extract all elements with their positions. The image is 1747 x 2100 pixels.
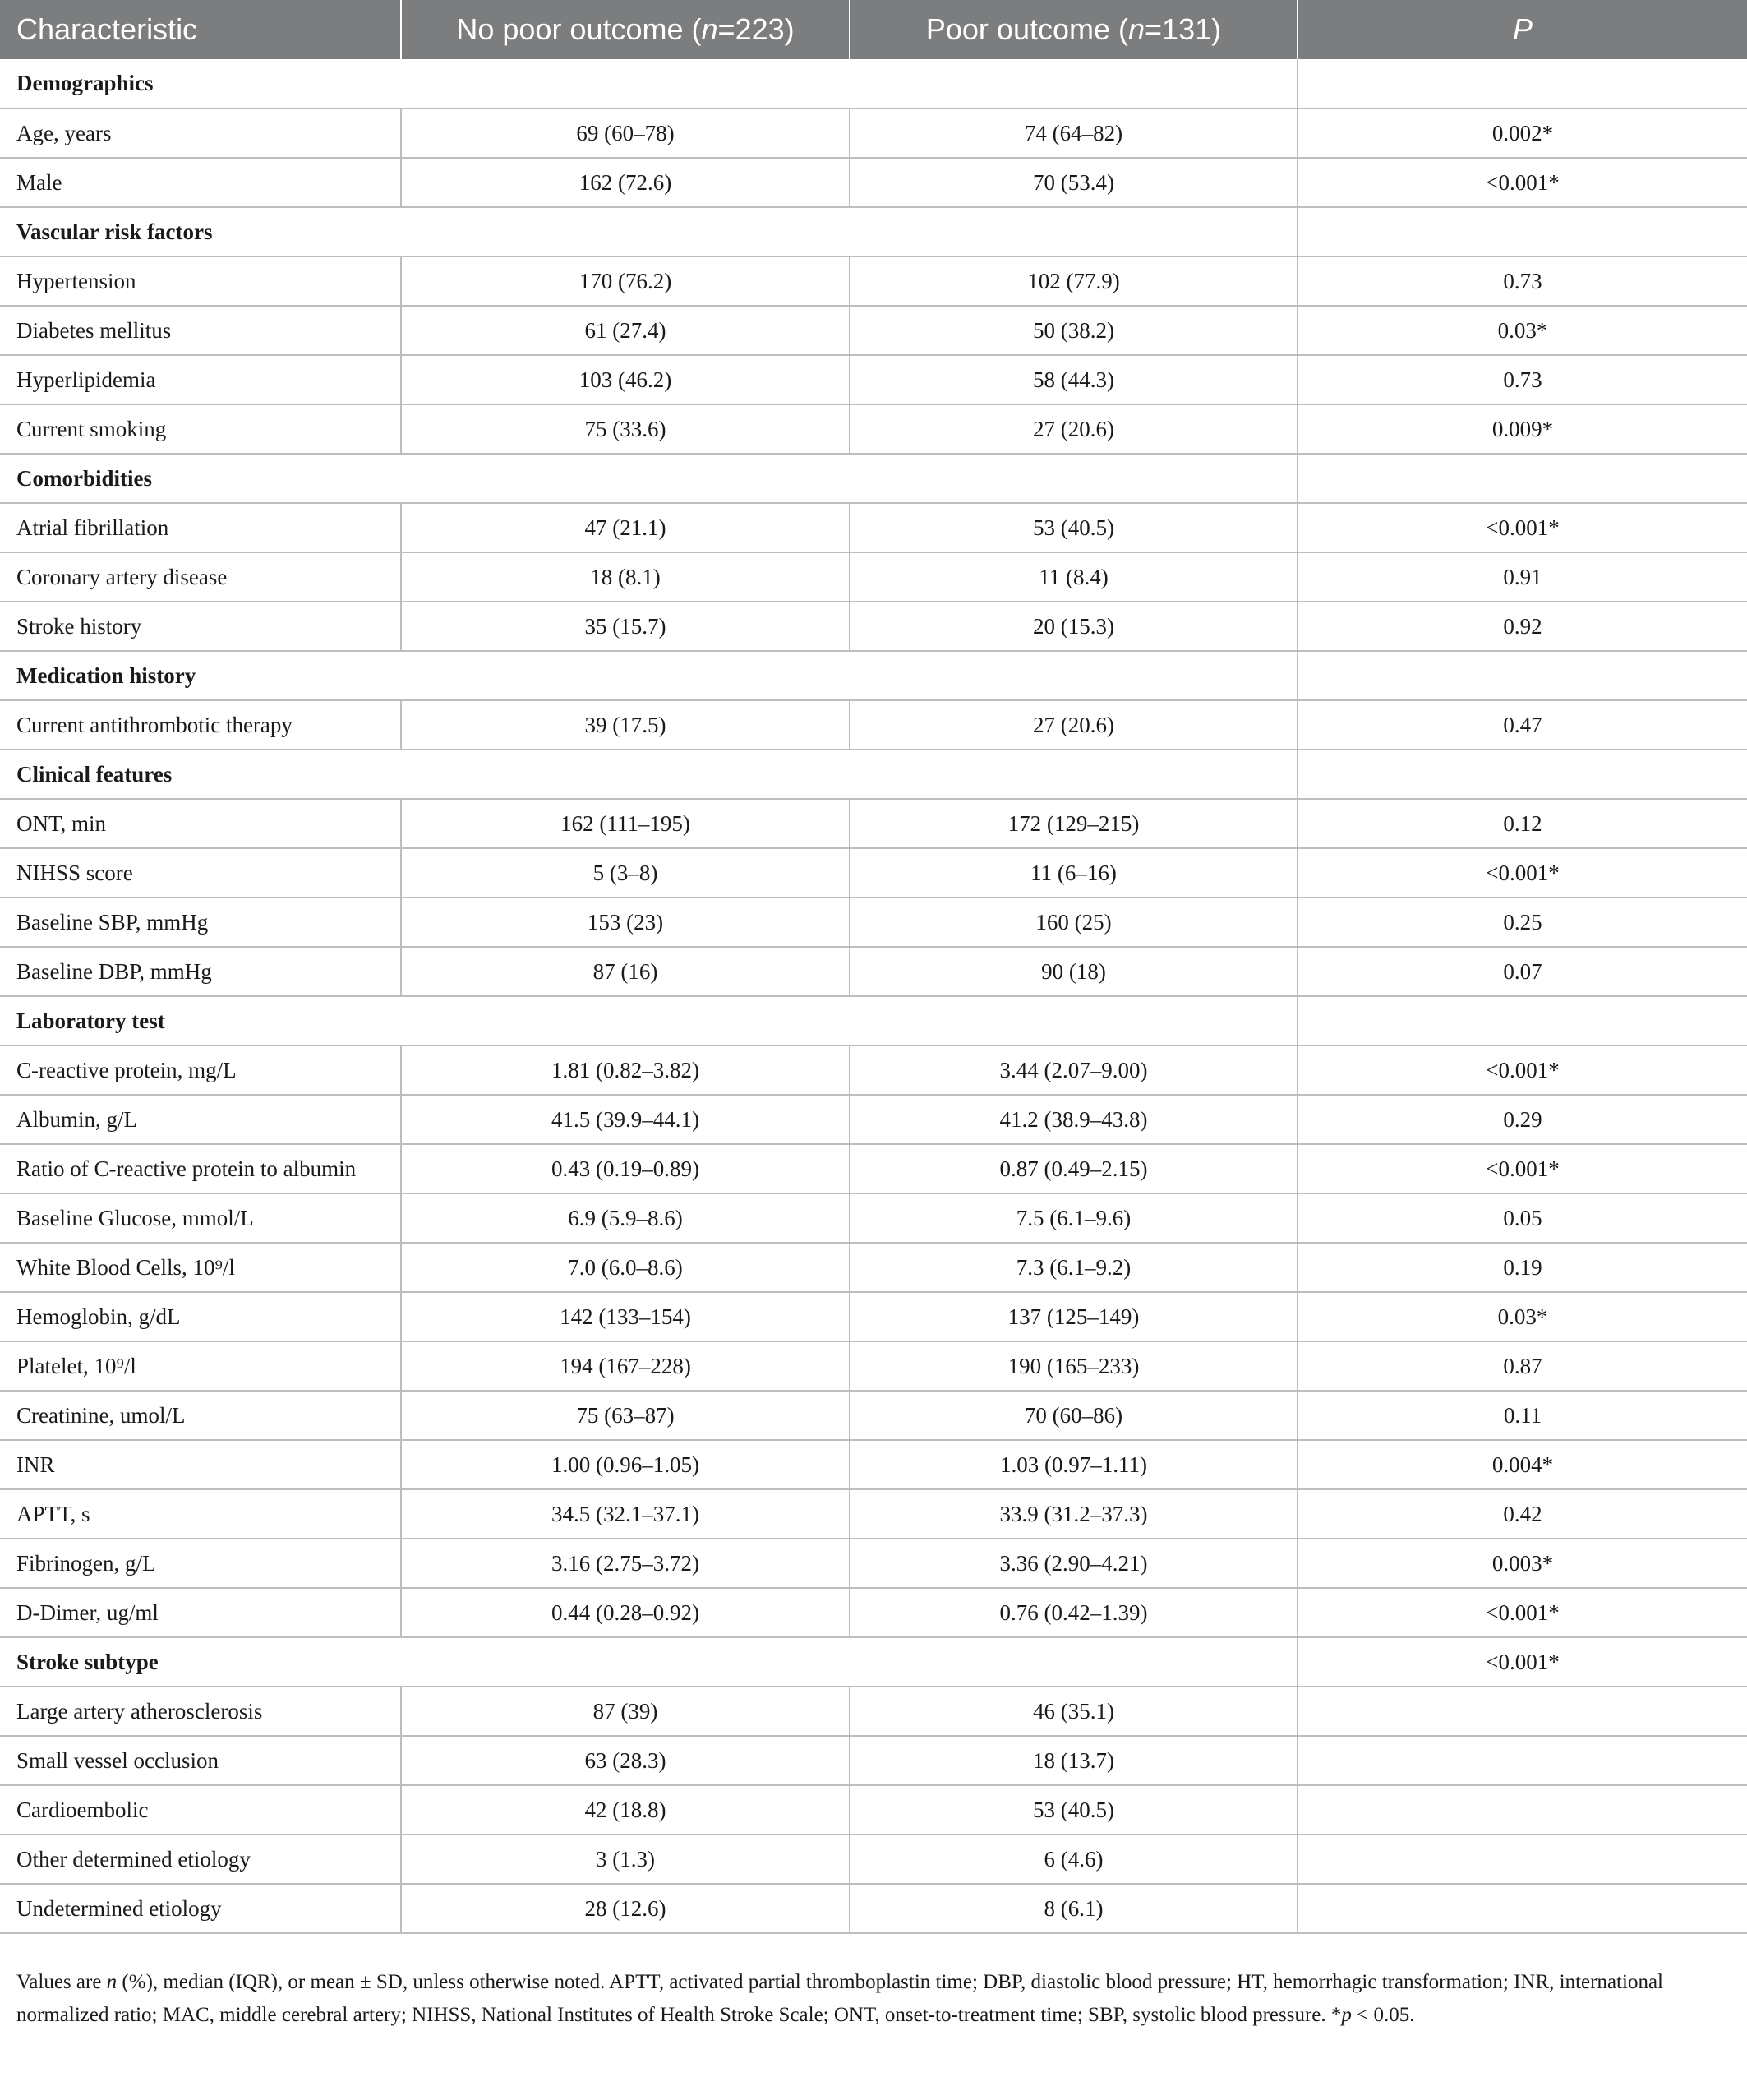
poor-outcome-value: 7.5 (6.1–9.6)	[850, 1193, 1298, 1243]
table-row	[0, 355, 1747, 404]
section-row	[0, 996, 1747, 1045]
table-row	[0, 503, 1747, 552]
section-title: Clinical features	[0, 750, 1298, 799]
poor-outcome-value: 27 (20.6)	[850, 700, 1298, 750]
row-label: Hypertension	[0, 256, 401, 306]
p-value: 0.003*	[1298, 1539, 1747, 1588]
no-poor-outcome-value: 69 (60–78)	[401, 108, 850, 158]
row-label: Other determined etiology	[0, 1835, 401, 1884]
poor-outcome-value: 7.3 (6.1–9.2)	[850, 1243, 1298, 1292]
section-row	[0, 454, 1747, 503]
poor-outcome-value: 27 (20.6)	[850, 404, 1298, 454]
table-row	[0, 1391, 1747, 1440]
p-value: 0.87	[1298, 1341, 1747, 1391]
row-label: Current smoking	[0, 404, 401, 454]
table-row	[0, 256, 1747, 306]
table-row	[0, 1292, 1747, 1341]
no-poor-outcome-value: 75 (33.6)	[401, 404, 850, 454]
poor-outcome-value: 3.36 (2.90–4.21)	[850, 1539, 1298, 1588]
poor-outcome-value: 11 (8.4)	[850, 552, 1298, 602]
section-p-value	[1298, 59, 1747, 108]
poor-outcome-value: 3.44 (2.07–9.00)	[850, 1045, 1298, 1095]
header-characteristic: Characteristic	[0, 0, 401, 59]
row-label: Albumin, g/L	[0, 1095, 401, 1144]
no-poor-outcome-value: 3 (1.3)	[401, 1835, 850, 1884]
section-p-value	[1298, 207, 1747, 256]
no-poor-outcome-value: 41.5 (39.9–44.1)	[401, 1095, 850, 1144]
poor-outcome-value: 0.87 (0.49–2.15)	[850, 1144, 1298, 1193]
row-label: NIHSS score	[0, 848, 401, 898]
section-title: Comorbidities	[0, 454, 1298, 503]
p-value: 0.91	[1298, 552, 1747, 602]
table-row	[0, 1243, 1747, 1292]
row-label: APTT, s	[0, 1489, 401, 1539]
p-value: 0.03*	[1298, 1292, 1747, 1341]
table-row	[0, 158, 1747, 207]
table-row	[0, 602, 1747, 651]
no-poor-outcome-value: 34.5 (32.1–37.1)	[401, 1489, 850, 1539]
poor-outcome-value: 20 (15.3)	[850, 602, 1298, 651]
p-value: <0.001*	[1298, 1588, 1747, 1637]
no-poor-outcome-value: 87 (16)	[401, 947, 850, 996]
no-poor-outcome-value: 1.81 (0.82–3.82)	[401, 1045, 850, 1095]
table-row	[0, 700, 1747, 750]
poor-outcome-value: 8 (6.1)	[850, 1884, 1298, 1933]
row-label: Baseline DBP, mmHg	[0, 947, 401, 996]
no-poor-outcome-value: 61 (27.4)	[401, 306, 850, 355]
no-poor-outcome-value: 39 (17.5)	[401, 700, 850, 750]
p-value: 0.92	[1298, 602, 1747, 651]
poor-outcome-value: 18 (13.7)	[850, 1736, 1298, 1785]
row-label: Age, years	[0, 108, 401, 158]
row-label: Fibrinogen, g/L	[0, 1539, 401, 1588]
poor-outcome-value: 90 (18)	[850, 947, 1298, 996]
table-row	[0, 898, 1747, 947]
poor-outcome-value: 33.9 (31.2–37.3)	[850, 1489, 1298, 1539]
p-value: 0.47	[1298, 700, 1747, 750]
p-value	[1298, 1736, 1747, 1785]
no-poor-outcome-value: 47 (21.1)	[401, 503, 850, 552]
section-row	[0, 651, 1747, 700]
p-value: 0.009*	[1298, 404, 1747, 454]
header-no-poor-outcome: No poor outcome (n=223)	[401, 0, 850, 59]
table-row	[0, 1785, 1747, 1835]
table-row	[0, 799, 1747, 848]
no-poor-outcome-value: 1.00 (0.96–1.05)	[401, 1440, 850, 1489]
no-poor-outcome-value: 42 (18.8)	[401, 1785, 850, 1835]
no-poor-outcome-value: 162 (72.6)	[401, 158, 850, 207]
table-footnote: Values are n (%), median (IQR), or mean ± SD, unless otherwise noted. APTT, activated partial thromboplastin time; DBP, diastolic blood pressure; HT, hemorrhagic transformation; INR, international normalized ratio; MAC, middle cerebral artery; NIHSS, National Institutes of Health Stroke Scale; ONT, onset-to-treatment time; SBP, systolic blood pressure. *p < 0.05.	[16, 1971, 1663, 2026]
poor-outcome-value: 1.03 (0.97–1.11)	[850, 1440, 1298, 1489]
table-row	[0, 552, 1747, 602]
row-label: D-Dimer, ug/ml	[0, 1588, 401, 1637]
p-value: <0.001*	[1298, 1045, 1747, 1095]
poor-outcome-value: 172 (129–215)	[850, 799, 1298, 848]
poor-outcome-value: 137 (125–149)	[850, 1292, 1298, 1341]
row-label: INR	[0, 1440, 401, 1489]
poor-outcome-value: 70 (53.4)	[850, 158, 1298, 207]
no-poor-outcome-value: 28 (12.6)	[401, 1884, 850, 1933]
row-label: Large artery atherosclerosis	[0, 1687, 401, 1736]
row-label: Hemoglobin, g/dL	[0, 1292, 401, 1341]
p-value: 0.25	[1298, 898, 1747, 947]
no-poor-outcome-value: 5 (3–8)	[401, 848, 850, 898]
table-row	[0, 1884, 1747, 1933]
p-value: 0.03*	[1298, 306, 1747, 355]
section-row	[0, 1637, 1747, 1687]
no-poor-outcome-value: 170 (76.2)	[401, 256, 850, 306]
p-value	[1298, 1687, 1747, 1736]
row-label: Cardioembolic	[0, 1785, 401, 1835]
p-value: 0.002*	[1298, 108, 1747, 158]
p-value: 0.11	[1298, 1391, 1747, 1440]
no-poor-outcome-value: 87 (39)	[401, 1687, 850, 1736]
p-value	[1298, 1884, 1747, 1933]
row-label: Ratio of C-reactive protein to albumin	[0, 1144, 401, 1193]
row-label: Baseline SBP, mmHg	[0, 898, 401, 947]
section-row	[0, 59, 1747, 108]
no-poor-outcome-value: 18 (8.1)	[401, 552, 850, 602]
row-label: Coronary artery disease	[0, 552, 401, 602]
p-value: 0.19	[1298, 1243, 1747, 1292]
p-value: 0.004*	[1298, 1440, 1747, 1489]
row-label: Male	[0, 158, 401, 207]
no-poor-outcome-value: 0.44 (0.28–0.92)	[401, 1588, 850, 1637]
row-label: Undetermined etiology	[0, 1884, 401, 1933]
table-row	[0, 1440, 1747, 1489]
table-row	[0, 1588, 1747, 1637]
section-title: Laboratory test	[0, 996, 1298, 1045]
table-row	[0, 1489, 1747, 1539]
no-poor-outcome-value: 63 (28.3)	[401, 1736, 850, 1785]
p-value: <0.001*	[1298, 848, 1747, 898]
row-label: Platelet, 10⁹/l	[0, 1341, 401, 1391]
poor-outcome-value: 53 (40.5)	[850, 503, 1298, 552]
no-poor-outcome-value: 0.43 (0.19–0.89)	[401, 1144, 850, 1193]
no-poor-outcome-value: 142 (133–154)	[401, 1292, 850, 1341]
table-row	[0, 108, 1747, 158]
table-row	[0, 1341, 1747, 1391]
poor-outcome-value: 102 (77.9)	[850, 256, 1298, 306]
p-value: <0.001*	[1298, 503, 1747, 552]
section-title: Demographics	[0, 59, 1298, 108]
p-value: 0.73	[1298, 355, 1747, 404]
poor-outcome-value: 190 (165–233)	[850, 1341, 1298, 1391]
section-p-value: <0.001*	[1298, 1637, 1747, 1687]
p-value: 0.29	[1298, 1095, 1747, 1144]
row-label: Diabetes mellitus	[0, 306, 401, 355]
no-poor-outcome-value: 3.16 (2.75–3.72)	[401, 1539, 850, 1588]
section-p-value	[1298, 651, 1747, 700]
section-title: Vascular risk factors	[0, 207, 1298, 256]
poor-outcome-value: 58 (44.3)	[850, 355, 1298, 404]
section-p-value	[1298, 750, 1747, 799]
header-p-value: P	[1298, 0, 1747, 59]
table-header-row	[0, 0, 1747, 59]
poor-outcome-value: 70 (60–86)	[850, 1391, 1298, 1440]
table-row	[0, 404, 1747, 454]
p-value: 0.07	[1298, 947, 1747, 996]
section-row	[0, 207, 1747, 256]
poor-outcome-value: 50 (38.2)	[850, 306, 1298, 355]
table-row	[0, 1835, 1747, 1884]
section-title: Stroke subtype	[0, 1637, 1298, 1687]
table-row	[0, 1539, 1747, 1588]
section-p-value	[1298, 996, 1747, 1045]
poor-outcome-value: 74 (64–82)	[850, 108, 1298, 158]
row-label: Stroke history	[0, 602, 401, 651]
row-label: White Blood Cells, 10⁹/l	[0, 1243, 401, 1292]
table-row	[0, 1045, 1747, 1095]
p-value: 0.05	[1298, 1193, 1747, 1243]
header-poor-outcome: Poor outcome (n=131)	[850, 0, 1298, 59]
row-label: ONT, min	[0, 799, 401, 848]
p-value: 0.42	[1298, 1489, 1747, 1539]
no-poor-outcome-value: 75 (63–87)	[401, 1391, 850, 1440]
p-value	[1298, 1835, 1747, 1884]
row-label: Creatinine, umol/L	[0, 1391, 401, 1440]
no-poor-outcome-value: 153 (23)	[401, 898, 850, 947]
p-value: <0.001*	[1298, 1144, 1747, 1193]
no-poor-outcome-value: 194 (167–228)	[401, 1341, 850, 1391]
row-label: Hyperlipidemia	[0, 355, 401, 404]
no-poor-outcome-value: 103 (46.2)	[401, 355, 850, 404]
p-value: 0.73	[1298, 256, 1747, 306]
table-row	[0, 848, 1747, 898]
row-label: Current antithrombotic therapy	[0, 700, 401, 750]
no-poor-outcome-value: 6.9 (5.9–8.6)	[401, 1193, 850, 1243]
p-value: 0.12	[1298, 799, 1747, 848]
row-label: C-reactive protein, mg/L	[0, 1045, 401, 1095]
section-p-value	[1298, 454, 1747, 503]
no-poor-outcome-value: 35 (15.7)	[401, 602, 850, 651]
p-value: <0.001*	[1298, 158, 1747, 207]
no-poor-outcome-value: 7.0 (6.0–8.6)	[401, 1243, 850, 1292]
poor-outcome-value: 41.2 (38.9–43.8)	[850, 1095, 1298, 1144]
section-title: Medication history	[0, 651, 1298, 700]
row-label: Atrial fibrillation	[0, 503, 401, 552]
poor-outcome-value: 46 (35.1)	[850, 1687, 1298, 1736]
table-body	[0, 59, 1747, 1933]
section-row	[0, 750, 1747, 799]
table-row	[0, 947, 1747, 996]
poor-outcome-value: 53 (40.5)	[850, 1785, 1298, 1835]
row-label: Small vessel occlusion	[0, 1736, 401, 1785]
table-row	[0, 1193, 1747, 1243]
table-row	[0, 1144, 1747, 1193]
poor-outcome-value: 0.76 (0.42–1.39)	[850, 1588, 1298, 1637]
poor-outcome-value: 11 (6–16)	[850, 848, 1298, 898]
no-poor-outcome-value: 162 (111–195)	[401, 799, 850, 848]
poor-outcome-value: 6 (4.6)	[850, 1835, 1298, 1884]
table-row	[0, 1095, 1747, 1144]
table-row	[0, 306, 1747, 355]
poor-outcome-value: 160 (25)	[850, 898, 1298, 947]
row-label: Baseline Glucose, mmol/L	[0, 1193, 401, 1243]
table-row	[0, 1736, 1747, 1785]
table-row	[0, 1687, 1747, 1736]
p-value	[1298, 1785, 1747, 1835]
